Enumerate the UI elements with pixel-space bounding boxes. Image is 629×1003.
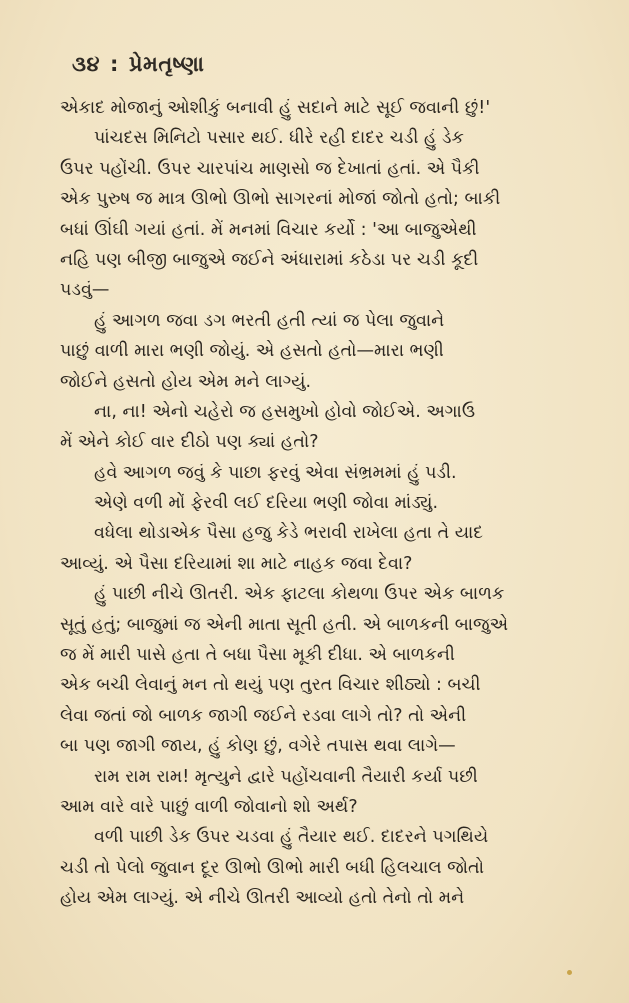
text-line: એકાદ મોજાનું ઓશીકું બનાવી હું સદાને માટે સૂઈ જવાની છું!' [60, 98, 491, 118]
text-line: નહિ પણ બીજી બાજુએ જઈને અંધારામાં કઠેડા પર ચડી કૂદી [60, 249, 479, 270]
header-separator: : [110, 52, 119, 76]
text-line: રામ રામ રામ! મૃત્યુને દ્વારે પહોંચવાની તૈયારી કર્યા પછી [94, 766, 478, 787]
text-line: લેવા જતાં જો બાળક જાગી જઈને રડવા લાગે તો? તો એની [60, 705, 467, 726]
page-number: ૩૪ [72, 52, 101, 76]
ink-speck [567, 970, 572, 975]
text-line: પાંચદસ મિનિટો પસાર થઈ. ધીરે રહી દાદર ચડી હું ડેક [94, 128, 464, 149]
text-line: એણે વળી મોં ફેરવી લઈ દરિયા ભણી જોવા માંડ્યું. [94, 493, 439, 514]
text-line: બા પણ જાગી જાય, હું કોણ છું, વગેરે તપાસ થવા લાગે— [60, 736, 456, 757]
text-line: આમ વારે વારે પાછું વાળી જોવાનો શો અર્થ? [60, 796, 358, 817]
text-line: એક પુરુષ જ માત્ર ઊભો ઊભો સાગરનાં મોજાં જોતો હતો; બાકી [60, 189, 501, 210]
text-line: એક બચી લેવાનું મન તો થયું પણ તુરત વિચાર શીઠ્યો : બચી [60, 675, 481, 696]
text-line: જ મેં મારી પાસે હતા તે બધા પૈસા મૂકી દીધા. એ બાળકની [60, 645, 455, 666]
text-line: વળી પાછી ડેક ઉપર ચડવા હું તૈયાર થઈ. દાદરને પગથિયે [94, 827, 489, 848]
text-line: હવે આગળ જવું કે પાછા ફરવું એવા સંભ્રમમાં હું પડી. [94, 462, 457, 483]
text-line: જોઈને હસતો હોય એમ મને લાગ્યું. [60, 371, 312, 392]
text-line: ચડી તો પેલો જુવાન દૂર ઊભો ઊભો મારી બધી હિલચાલ જોતો [60, 857, 485, 878]
text-line: પડવું— [60, 280, 110, 301]
text-line: ના, ના! એનો ચહેરો જ હસમુખો હોવો જોઈએ. અગાઉ [94, 401, 476, 422]
text-line: સૂતું હતું; બાજુમાં જ એની માતા સૂતી હતી. એ બાળકની બાજુએ [60, 614, 509, 635]
text-line: આવ્યું. એ પૈસા દરિયામાં શા માટે નાહક જવા દેવા? [60, 553, 413, 574]
running-header [72, 52, 204, 77]
text-line: હોય એમ લાગ્યું. એ નીચે ઊતરી આવ્યો હતો તેનો તો મને [60, 888, 465, 909]
text-line: વધેલા થોડાએક પૈસા હજુ કેડે ભરાવી રાખેલા હતા તે યાદ [94, 523, 484, 544]
body-text [60, 93, 584, 914]
text-line: ઉપર પહોંચી. ઉપર ચારપાંચ માણસો જ દેખાતાં હતાં. એ પૈકી [60, 158, 480, 179]
text-line: હું પાછી નીચે ઊતરી. એક ફાટલા કોથળા ઉપર એક બાળક [94, 584, 505, 605]
text-line: બધાં ઊંઘી ગયાં હતાં. મેં મનમાં વિચાર કર્યો : 'આ બાજુએથી [60, 219, 477, 240]
text-line: હું આગળ જવા ડગ ભરતી હતી ત્યાં જ પેલા જુવાને [94, 310, 445, 331]
text-line: પાછું વાળી મારા ભણી જોયું. એ હસતો હતો—મારા ભણી [60, 341, 444, 362]
text-line: મેં એને કોઈ વાર દીઠો પણ ક્યાં હતો? [60, 432, 319, 453]
book-title: પ્રેમતૃષ્ણા [128, 52, 205, 76]
